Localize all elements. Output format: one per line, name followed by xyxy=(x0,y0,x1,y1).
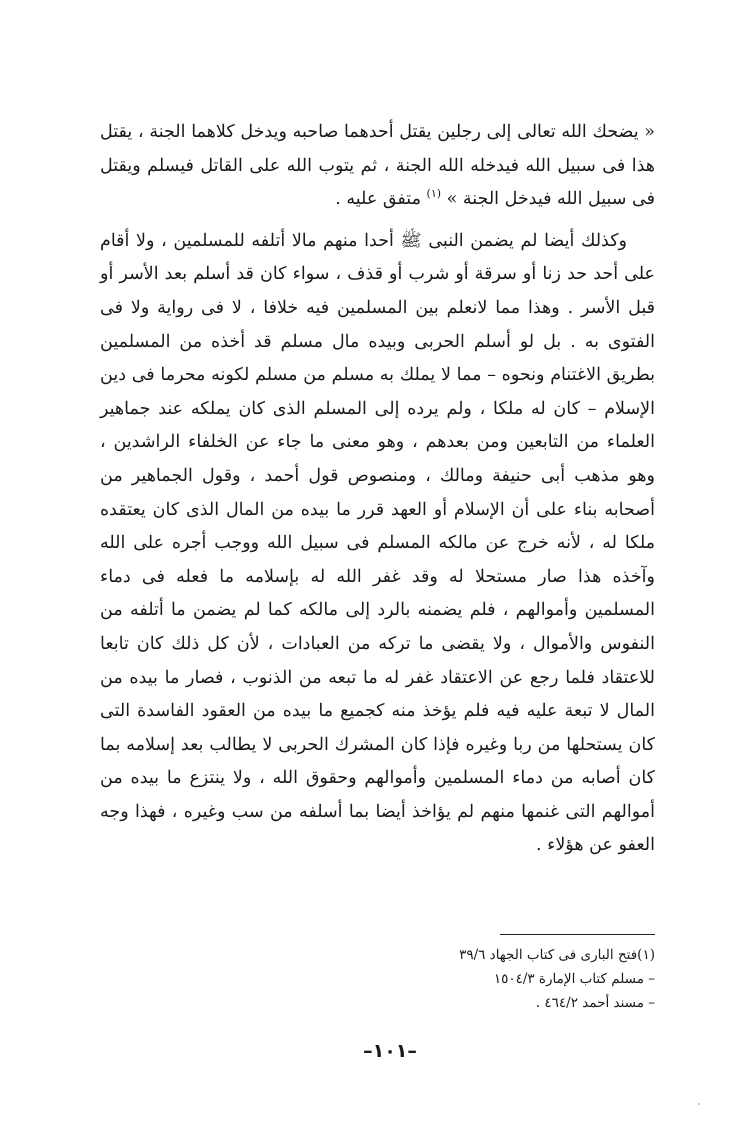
footnote-2: – مسلم كتاب الإمارة ١٥٠٤/٣ xyxy=(493,971,655,987)
paragraph-hadith xyxy=(100,116,655,217)
hadith-text: « يضحك الله تعالى إلى رجلين يقتل أحدهما صاحبه ويدخل كلاهما الجنة ، يقتل هذا فى سبيل الله فيدخله الله الجنة ، ثم يتوب الله على القاتل فيسلم ويقتل فى سبيل الله فيدخل الجنة » xyxy=(100,122,655,210)
footnotes xyxy=(380,943,655,1015)
scan-speck xyxy=(698,1103,700,1105)
hadith-source: متفق عليه . xyxy=(335,189,427,210)
footnote-3: – مسند أحمد ٤٦٤/٢ . xyxy=(535,995,655,1011)
body-text xyxy=(100,116,655,871)
footnote-1: (١)فتح البارى فى كتاب الجهاد ٣٩/٦ xyxy=(459,947,655,963)
page-number: –١٠١– xyxy=(363,1040,417,1062)
paragraph-commentary: وكذلك أيضا لم يضمن النبى ﷺ أحدا منهم مالا أتلفه للمسلمين ، ولا أقام على أحد حد زنا أو سرقة أو شرب أو قذف ، سواء كان قد أسلم بعد الأسر أو قبل الأسر . وهذا مما لانعلم بين المسلمين فيه خلافا ، لا فى رواية ولا فى الفتوى به . بل لو أسلم الحربى وبيده مال مسلم قد أخذه من المسلمين بطريق الاغتنام ونحوه – مما لا يملك به مسلم من مسلم لكونه محرما فى دين الإسلام – كان له ملكا ، ولم يرده إلى المسلم الذى كان يملكه عند جماهير العلماء من التابعين ومن بعدهم ، وهو معنى ما جاء عن الخلفاء الراشدين ، وهو مذهب أبى حنيفة ومالك ، ومنصوص قول أحمد ، وقول الجماهير من أصحابه بناء على أن الإسلام أو العهد قرر ما بيده من المال الذى كان يعتقده ملكا له ، لأنه خرج عن مالكه المسلم فى سبيل الله ووجب أجره على الله وآخذه هذا صار مستحلا له وقد غفر الله له بإسلامه ما فعله فى دماء المسلمين وأموالهم ، فلم يضمنه بالرد إلى مالكه كما لم يضمن ما أتلفه من النفوس والأموال ، ولا يقضى ما تركه من العبادات ، لأن كل ذلك كان تابعا للاعتقاد فلما رجع عن الاعتقاد غفر له ما تبعه من الذنوب ، فصار ما بيده من المال لا تبعة عليه فيه فلم يؤخذ منه كجميع ما بيده من العقود الفاسدة التى كان يستحلها من ربا وغيره فإذا كان المشرك الحربى لا يطالب بعد إسلامه بما كان أصابه من دماء المسلمين وأموالهم وحقوق الله ، ولا ينتزع ما بيده من أموالهم التى غنمها منهم لم يؤاخذ أيضا بما أسلفه من سب وغيره ، فهذا وجه العفو عن هؤلاء . xyxy=(100,230,655,856)
footnote-separator xyxy=(500,934,655,935)
footnote-reference[interactable]: (١) xyxy=(426,187,442,201)
